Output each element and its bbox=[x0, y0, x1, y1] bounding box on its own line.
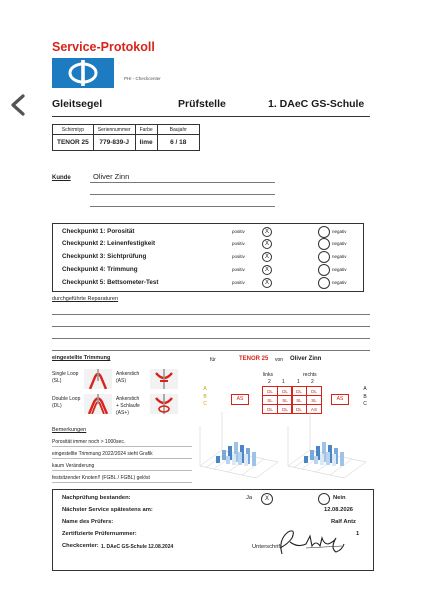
negative-label: negativ bbox=[332, 267, 347, 272]
right-col-label: 2 bbox=[311, 379, 314, 385]
trim-model: TENOR 25 bbox=[239, 356, 269, 362]
right-col-label: 1 bbox=[297, 379, 300, 385]
positive-checkbox-checked[interactable]: X bbox=[262, 265, 272, 275]
trim-customer: Oliver Zinn bbox=[290, 356, 322, 362]
yes-checkbox-checked[interactable]: X bbox=[261, 493, 273, 505]
trim-cell: SL bbox=[307, 396, 322, 405]
remark-rule bbox=[52, 458, 192, 459]
negative-label: negativ bbox=[332, 254, 347, 259]
row-letter: C bbox=[363, 401, 367, 407]
negative-checkbox[interactable] bbox=[318, 264, 330, 276]
signature-scribble bbox=[276, 526, 348, 558]
negative-label: negativ bbox=[332, 229, 347, 234]
category-label: Gleitsegel bbox=[52, 98, 103, 110]
row-letter: A bbox=[363, 386, 367, 392]
row-letters-right bbox=[362, 386, 368, 409]
inspector-name: Ralf Antz bbox=[331, 519, 356, 525]
logo-subtitle: PHI - Checkcenter bbox=[124, 76, 161, 81]
trim-cell: DL bbox=[278, 405, 293, 414]
trim-3d-chart-right bbox=[284, 412, 368, 482]
right-trim-grid bbox=[291, 386, 322, 414]
spec-header: Seriennummer bbox=[93, 125, 135, 135]
negative-checkbox[interactable] bbox=[318, 251, 330, 263]
school-name: 1. DAeC GS-Schule bbox=[268, 98, 365, 110]
back-arrow-icon[interactable] bbox=[8, 94, 30, 116]
anchor-loop-label: Ankerstich + Schlaufe (AS+) bbox=[116, 396, 140, 416]
trim-cell: DL bbox=[263, 405, 278, 414]
checkpoint-label: Checkpunkt 2: Leinenfestigkeit bbox=[62, 240, 156, 247]
spec-header: Baujahr bbox=[157, 125, 199, 135]
spec-value-serial: 779-839-J bbox=[93, 135, 135, 151]
repairs-line bbox=[52, 338, 370, 339]
trim-cell: DL bbox=[307, 387, 322, 396]
checkpoint-label: Checkpunkt 5: Bettsometer-Test bbox=[62, 279, 159, 286]
row-letter: C bbox=[203, 401, 207, 407]
spec-header: Farbe bbox=[135, 125, 157, 135]
single-loop-knot-icon bbox=[84, 369, 112, 389]
positive-checkbox-checked[interactable]: X bbox=[262, 239, 272, 249]
anchor-label: Ankerstich (AS) bbox=[116, 371, 140, 384]
right-side-label: rechts bbox=[303, 372, 317, 378]
document-title: Service-Protokoll bbox=[52, 40, 155, 54]
customer-name: Oliver Zinn bbox=[93, 172, 130, 181]
checkpoint-label: Checkpunkt 1: Porosität bbox=[62, 228, 135, 235]
anchor-loop-knot-icon bbox=[150, 394, 178, 414]
trim-cell: SL bbox=[278, 396, 293, 405]
customer-line bbox=[90, 194, 275, 195]
positive-checkbox-checked[interactable]: X bbox=[262, 278, 272, 288]
no-checkbox[interactable] bbox=[318, 493, 330, 505]
row-letter: B bbox=[363, 393, 367, 400]
row-letters-left bbox=[202, 386, 208, 409]
remark-rule bbox=[52, 482, 192, 483]
positive-label: positiv bbox=[232, 254, 245, 259]
spec-value-year: 6 / 18 bbox=[157, 135, 199, 151]
single-loop-label: Single Loop (SL) bbox=[52, 371, 79, 384]
next-service-label: Nächster Service spätestens am: bbox=[62, 507, 153, 513]
checkpoint-label: Checkpunkt 3: Sichtprüfung bbox=[62, 253, 147, 260]
station-label: Prüfstelle bbox=[178, 98, 226, 110]
anchor-knot-icon bbox=[150, 369, 178, 389]
header-divider bbox=[52, 116, 370, 117]
positive-label: positiv bbox=[232, 267, 245, 272]
trim-cell: DL bbox=[263, 387, 278, 396]
remark-rule bbox=[52, 446, 192, 447]
negative-checkbox[interactable] bbox=[318, 238, 330, 250]
cert-number: 1 bbox=[356, 531, 360, 537]
trim-cell: DL bbox=[278, 387, 293, 396]
trim-label: eingestellte Trimmung bbox=[52, 355, 111, 361]
positive-label: positiv bbox=[232, 280, 245, 285]
spec-value-model: TENOR 25 bbox=[53, 135, 94, 151]
positive-label: positiv bbox=[232, 241, 245, 246]
row-letter: A bbox=[203, 386, 207, 392]
checkcenter-label: Checkcenter: bbox=[62, 543, 99, 549]
next-service-date: 12.08.2026 bbox=[324, 507, 354, 513]
left-trim-grid bbox=[262, 386, 293, 414]
phi-logo-icon bbox=[52, 58, 114, 88]
repairs-line bbox=[52, 350, 370, 351]
customer-line bbox=[90, 206, 275, 207]
signature-label: Unterschrift bbox=[252, 544, 282, 550]
negative-label: negativ bbox=[332, 280, 347, 285]
spec-value-color: lime bbox=[135, 135, 157, 151]
row-letter: B bbox=[203, 393, 207, 400]
positive-label: positiv bbox=[232, 229, 245, 234]
double-loop-knot-icon bbox=[84, 394, 112, 414]
trim-cell: AS bbox=[307, 405, 322, 414]
trim-cell: SL bbox=[292, 396, 307, 405]
left-as-box: AS bbox=[231, 394, 249, 405]
positive-checkbox-checked[interactable]: X bbox=[262, 252, 272, 262]
checkcenter-value: 1. DAeC GS-Schule 12.08.2024 bbox=[101, 544, 174, 550]
trim-cell: DL bbox=[292, 405, 307, 414]
customer-line bbox=[90, 182, 275, 183]
checkpoint-label: Checkpunkt 4: Trimmung bbox=[62, 266, 138, 273]
repairs-line bbox=[52, 326, 370, 327]
trim-cell: DL bbox=[292, 387, 307, 396]
left-side-label: links bbox=[263, 372, 274, 378]
trim-for-label: für bbox=[210, 357, 216, 363]
inspection-passed-label: Nachprüfung bestanden: bbox=[62, 495, 131, 501]
remark-line: Porosität immer noch > 1000sec. bbox=[52, 439, 126, 445]
left-col-label: 2 bbox=[268, 379, 271, 385]
yes-label: Ja bbox=[246, 495, 253, 501]
remark-line: eingestellte Trimmung 2022/2024 sieht Grafik bbox=[52, 451, 153, 457]
phi-logo bbox=[52, 58, 114, 88]
remark-rule bbox=[52, 470, 192, 471]
remarks-label: Bemerkungen bbox=[52, 427, 87, 433]
customer-label: Kunde bbox=[52, 175, 71, 181]
repairs-line bbox=[52, 314, 370, 315]
cert-number-label: Zertifizierte Prüfernummer: bbox=[62, 531, 137, 537]
negative-checkbox[interactable] bbox=[318, 226, 330, 238]
left-col-label: 1 bbox=[282, 379, 285, 385]
trim-3d-chart-left bbox=[196, 412, 280, 482]
remark-line: kaum Veränderung bbox=[52, 463, 95, 469]
repairs-label: durchgeführte Reparaturen bbox=[52, 296, 119, 302]
negative-label: negativ bbox=[332, 241, 347, 246]
negative-checkbox[interactable] bbox=[318, 277, 330, 289]
double-loop-label: Double Loop (DL) bbox=[52, 396, 81, 409]
positive-checkbox-checked[interactable]: X bbox=[262, 227, 272, 237]
trim-cell: SL bbox=[263, 396, 278, 405]
spec-header: Schirmtyp bbox=[53, 125, 94, 135]
trim-from-label: von bbox=[275, 357, 284, 363]
right-as-box: AS bbox=[331, 394, 349, 405]
glider-spec-table bbox=[52, 124, 200, 151]
remark-line: festsitzender Knoten!! (FGBL / FGBL) gelöst bbox=[52, 475, 150, 481]
inspector-label: Name des Prüfers: bbox=[62, 519, 114, 525]
no-label: Nein bbox=[333, 495, 346, 501]
